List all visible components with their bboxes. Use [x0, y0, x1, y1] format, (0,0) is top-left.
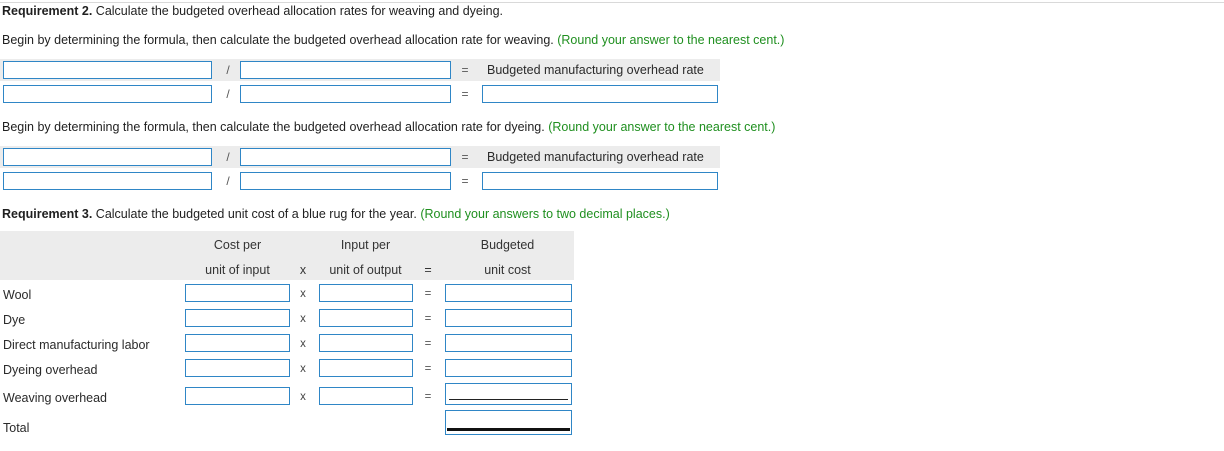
header-unit-cost: unit cost [484, 263, 531, 277]
dye-quantity-input[interactable] [319, 309, 413, 327]
subtotal-underline [449, 399, 568, 400]
top-divider [0, 2, 1224, 3]
dyeing-instruction: Begin by determining the formula, then calculate the budgeted overhead allocation rate for dyeing. (Round your answer to the nearest cent.) [2, 120, 776, 134]
unit-cost-table-header [0, 231, 574, 280]
weaving-overhead-quantity-input[interactable] [319, 387, 413, 405]
weaving-value-denominator-input[interactable] [240, 85, 451, 103]
header-equals-sign: = [424, 263, 432, 277]
labor-unit-cost-input[interactable] [445, 334, 572, 352]
row-label-wool: Wool [3, 288, 32, 302]
equals-sign: = [424, 363, 432, 375]
wool-unit-cost-input[interactable] [445, 284, 572, 302]
equals-sign: = [461, 63, 469, 77]
dye-unit-cost-input[interactable] [445, 309, 572, 327]
dyeing-value-numerator-input[interactable] [3, 172, 212, 190]
header-input-per: Input per [340, 238, 391, 252]
row-label-dye: Dye [3, 313, 26, 327]
equals-sign: = [461, 87, 469, 101]
row-label-weaving-overhead: Weaving overhead [3, 391, 108, 405]
dye-cost-input[interactable] [185, 309, 290, 327]
weaving-instruction: Begin by determining the formula, then calculate the budgeted overhead allocation rate for weaving. (Round your answer to the nearest cent.) [2, 33, 785, 47]
divide-sign: / [226, 87, 230, 101]
header-unit-of-output: unit of output [329, 263, 402, 277]
requirement-3-heading: Requirement 3. Calculate the budgeted unit cost of a blue rug for the year. (Round your answers to two decimal places.) [2, 207, 670, 221]
times-sign: x [300, 338, 306, 350]
times-sign: x [300, 288, 306, 300]
equals-sign: = [461, 150, 469, 164]
weaving-formula-row [0, 59, 720, 81]
row-label-total: Total [3, 421, 30, 435]
wool-cost-input[interactable] [185, 284, 290, 302]
header-budgeted: Budgeted [480, 238, 535, 252]
divide-sign: / [226, 150, 230, 164]
weaving-overhead-cost-input[interactable] [185, 387, 290, 405]
total-unit-cost-input[interactable] [445, 410, 572, 435]
dyeing-overhead-cost-input[interactable] [185, 359, 290, 377]
weaving-value-numerator-input[interactable] [3, 85, 212, 103]
times-sign: x [300, 391, 306, 403]
dyeing-formula-numerator-input[interactable] [3, 148, 212, 166]
divide-sign: / [226, 174, 230, 188]
dyeing-value-row [0, 170, 720, 192]
labor-quantity-input[interactable] [319, 334, 413, 352]
weaving-rate-result-input[interactable] [482, 85, 718, 103]
header-unit-of-input: unit of input [205, 263, 270, 277]
requirement-2-heading: Requirement 2. Calculate the budgeted overhead allocation rates for weaving and dyeing. [2, 4, 504, 18]
dyeing-overhead-quantity-input[interactable] [319, 359, 413, 377]
times-sign: x [300, 313, 306, 325]
row-label-direct-labor: Direct manufacturing labor [3, 338, 150, 352]
dyeing-formula-row [0, 146, 720, 168]
weaving-value-row [0, 83, 720, 105]
dyeing-rate-label: Budgeted manufacturing overhead rate [487, 150, 704, 164]
equals-sign: = [424, 391, 432, 403]
dyeing-overhead-unit-cost-input[interactable] [445, 359, 572, 377]
equals-sign: = [424, 288, 432, 300]
equals-sign: = [424, 338, 432, 350]
weaving-overhead-unit-cost-input[interactable] [445, 383, 572, 405]
divide-sign: / [226, 63, 230, 77]
equals-sign: = [424, 313, 432, 325]
header-times-sign: x [299, 263, 307, 277]
labor-cost-input[interactable] [185, 334, 290, 352]
dyeing-value-denominator-input[interactable] [240, 172, 451, 190]
weaving-rate-label: Budgeted manufacturing overhead rate [487, 63, 704, 77]
times-sign: x [300, 363, 306, 375]
dyeing-formula-denominator-input[interactable] [240, 148, 451, 166]
row-label-dyeing-overhead: Dyeing overhead [3, 363, 98, 377]
wool-quantity-input[interactable] [319, 284, 413, 302]
total-double-underline [447, 428, 570, 431]
dyeing-rate-result-input[interactable] [482, 172, 718, 190]
weaving-formula-denominator-input[interactable] [240, 61, 451, 79]
weaving-formula-numerator-input[interactable] [3, 61, 212, 79]
equals-sign: = [461, 174, 469, 188]
header-cost-per: Cost per [213, 238, 262, 252]
